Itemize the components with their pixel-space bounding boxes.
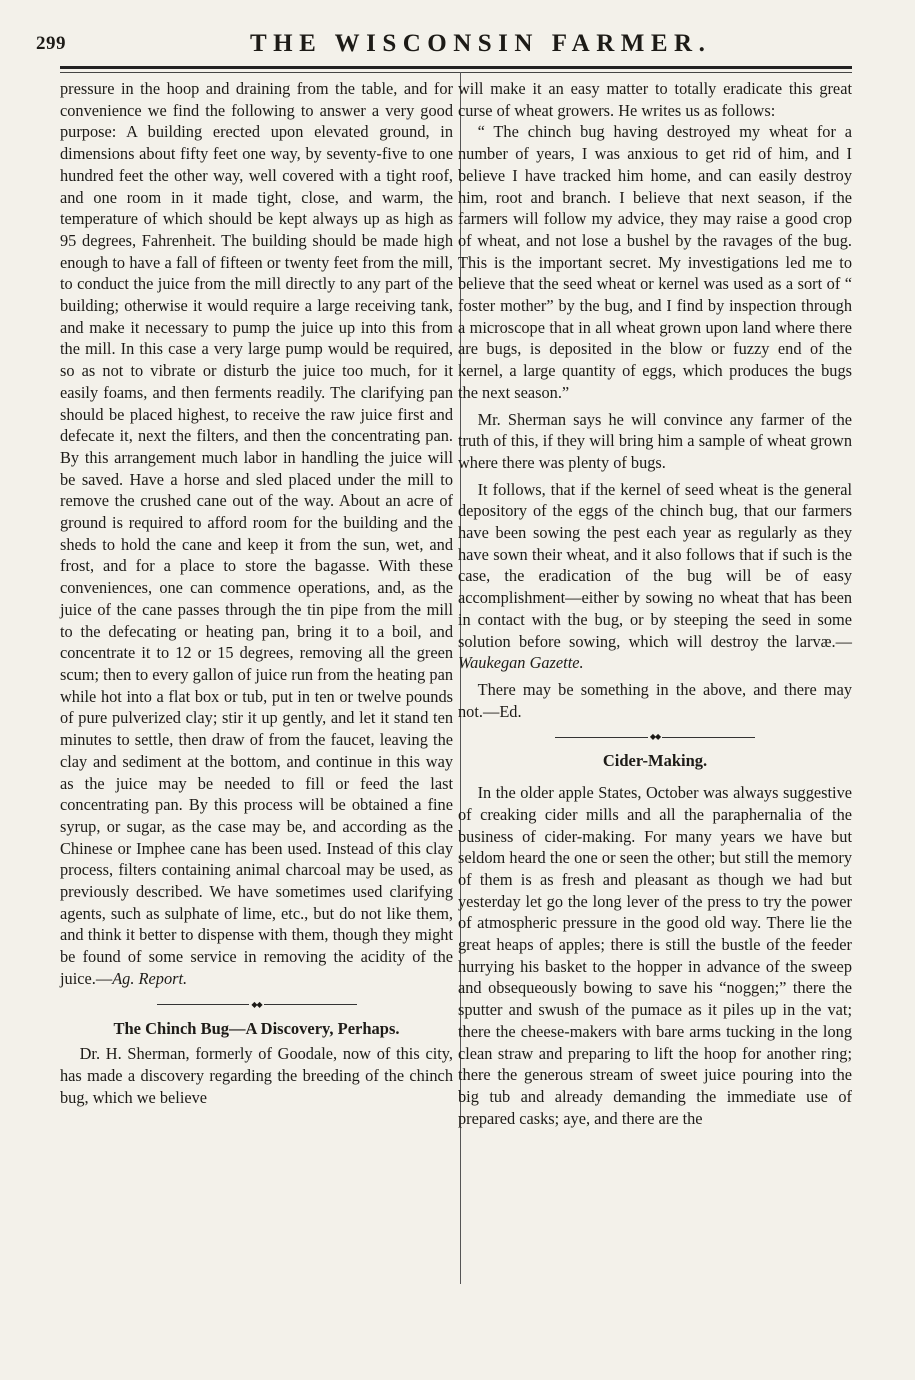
journal-title: THE WISCONSIN FARMER.: [250, 30, 712, 57]
page-number: 299: [36, 33, 66, 54]
sorghum-article-source: Ag. Report.: [112, 968, 188, 988]
editor-note: There may be something in the above, and there may not.—Ed.: [458, 679, 852, 721]
header-rule: [60, 66, 852, 69]
left-column: [60, 78, 453, 1108]
cider-making-paragraph: In the older apple States, October was always suggestive of creaking cider mills and all the paraphernalia of the business of cider-making. For many years we have but seldom heard the one or seen the other; but still the memory of them is as fresh and pleasant as though we had but yesterday let go the long lever of the press to try the power of atmospheric pressure in the good old way. There lie the great heaps of apples; there is still the bustle of the feeder hurrying his basket to the hopper in advance of the sweep and obsequeously bowing to save his “noggen;” there the sputter and swush of the pumace as it piles up in the vat; there the cheese-makers with bare arms tucking in the long clean straw and preparing to lift the hoop for another ring; there the generous stream of sweet juice pouring into the big tub and already demanding the immediate use of prepared casks; aye, and there are the: [458, 783, 852, 1128]
right-column: [458, 78, 852, 1129]
sherman-paragraph: Mr. Sherman says he will convince any farmer of the truth of this, if they will bring him a sample of wheat grown where there was plenty of bugs.: [458, 409, 852, 472]
diamond-ornament-icon: ◆◆: [251, 999, 262, 1009]
cider-making-heading: Cider-Making.: [602, 751, 708, 771]
chinch-bug-intro: Dr. H. Sherman, formerly of Goodale, now of this city, has made a discovery regarding the breeding of the chinch bug, which we believe: [60, 1044, 453, 1107]
diamond-ornament-icon: ◆◆: [649, 732, 661, 742]
follows-text: It follows, that if the kernel of seed wheat is the general depository of the eggs of the chinch bug, that our farmers have been sowing the pest each year as regularly as they have sown their wheat, and it also follows that if such is the case, the eradication of the bug will be of easy accomplishment—either by sowing no wheat that has been in contact with the bug, or by steeping the seed in some solution before sowing, which will destroy the larvæ.—: [458, 479, 852, 651]
chinch-bug-continuation: will make it an easy matter to totally eradicate this great curse of wheat growers. He writes us as follows:: [458, 79, 852, 120]
header-rule-thin: [60, 72, 852, 73]
section-separator: [555, 733, 755, 741]
chinch-bug-heading: The Chinch Bug—A Discovery, Perhaps.: [113, 1018, 400, 1038]
section-separator: [157, 1001, 357, 1009]
sherman-quote: “ The chinch bug having destroyed my wheat for a number of years, I was anxious to get rid of him, and I believe I have tracked him home, and can easily destroy him, root and branch. I believe that next season, if the farmers will follow my advice, they may raise a good crop of wheat, and not lose a bushel by the ravages of the bug. This is the important secret. My investigations led me to believe that the seed wheat or kernel was used as a sort of “ foster mother” by the bug, and I find by inspection through a microscope that in all wheat grown upon land where there are bugs, is deposited in the blow or fuzzy end of the kernel, a large quantity of eggs, which produces the bugs the next season.”: [458, 122, 852, 402]
sorghum-article-text: pressure in the hoop and draining from the table, and for convenience we find the following to answer a very good purpose: A building erected upon elevated ground, in dimensions about fifty feet one way, by seventy-five to one hundred feet the other way, well covered with a tight roof, and one room in it made tight, close, and warm, the temperature of which should be kept always up as high as 95 degrees, Fahrenheit. The building should be made high enough to have a fall of fifteen or twenty feet from the mill, to conduct the juice from the mill directly to any part of the building; otherwise it would require a large receiving tank, and make it necessary to pump the juice up into this from the mill. In this case a very large pump would be required, so as not to vibrate or disturb the juice too much, for it easily foams, and then ferments readily. The clarifying pan should be placed highest, to receive the raw juice first and defecate it, next the filters, and then the concentrating pan. By this arrangement much labor in handling the juice will be saved. Have a horse and sled placed under the mill to remove the crushed cane out of the way. About an acre of ground is required to afford room for the building and the sheds to hold the cane and keep it from the sun, wet, and frost, and for a place to store the bagasse. With these conveniences, one can commence operations, and, as the juice of the cane passes through the tin pipe from the mill to the defecating or heating pan, bring it to a boil, and concentrate it to 12 or 15 degrees, removing all the green scum; then to every gallon of juice run from the heating pan while hot into a flat box or tub, put in ten or twelve pounds of pure pulverized clay; stir it up gently, and let it stand ten minutes to settle, then draw of from the faucet, leaving the clay and sediment at the bottom, and continue in this way as the juice may be needed to fill or feed the last concentrating pan. By this process will be obtained a fine syrup, or sugar, as the case may be, and according as the Chinese or Imphee cane has been used. Instead of this clay process, filters containing animal charcoal may be used, as previously described. We have sometimes used clarifying agents, such as sulphate of lime, etc., but do not like them, and think it better to dispense with them, though they might be found of some service in removing the acidity of the juice.—: [60, 79, 453, 988]
follows-source: Waukegan Gazette.: [458, 653, 584, 673]
follows-paragraph: [458, 479, 852, 674]
sorghum-article-paragraph: [60, 78, 453, 990]
